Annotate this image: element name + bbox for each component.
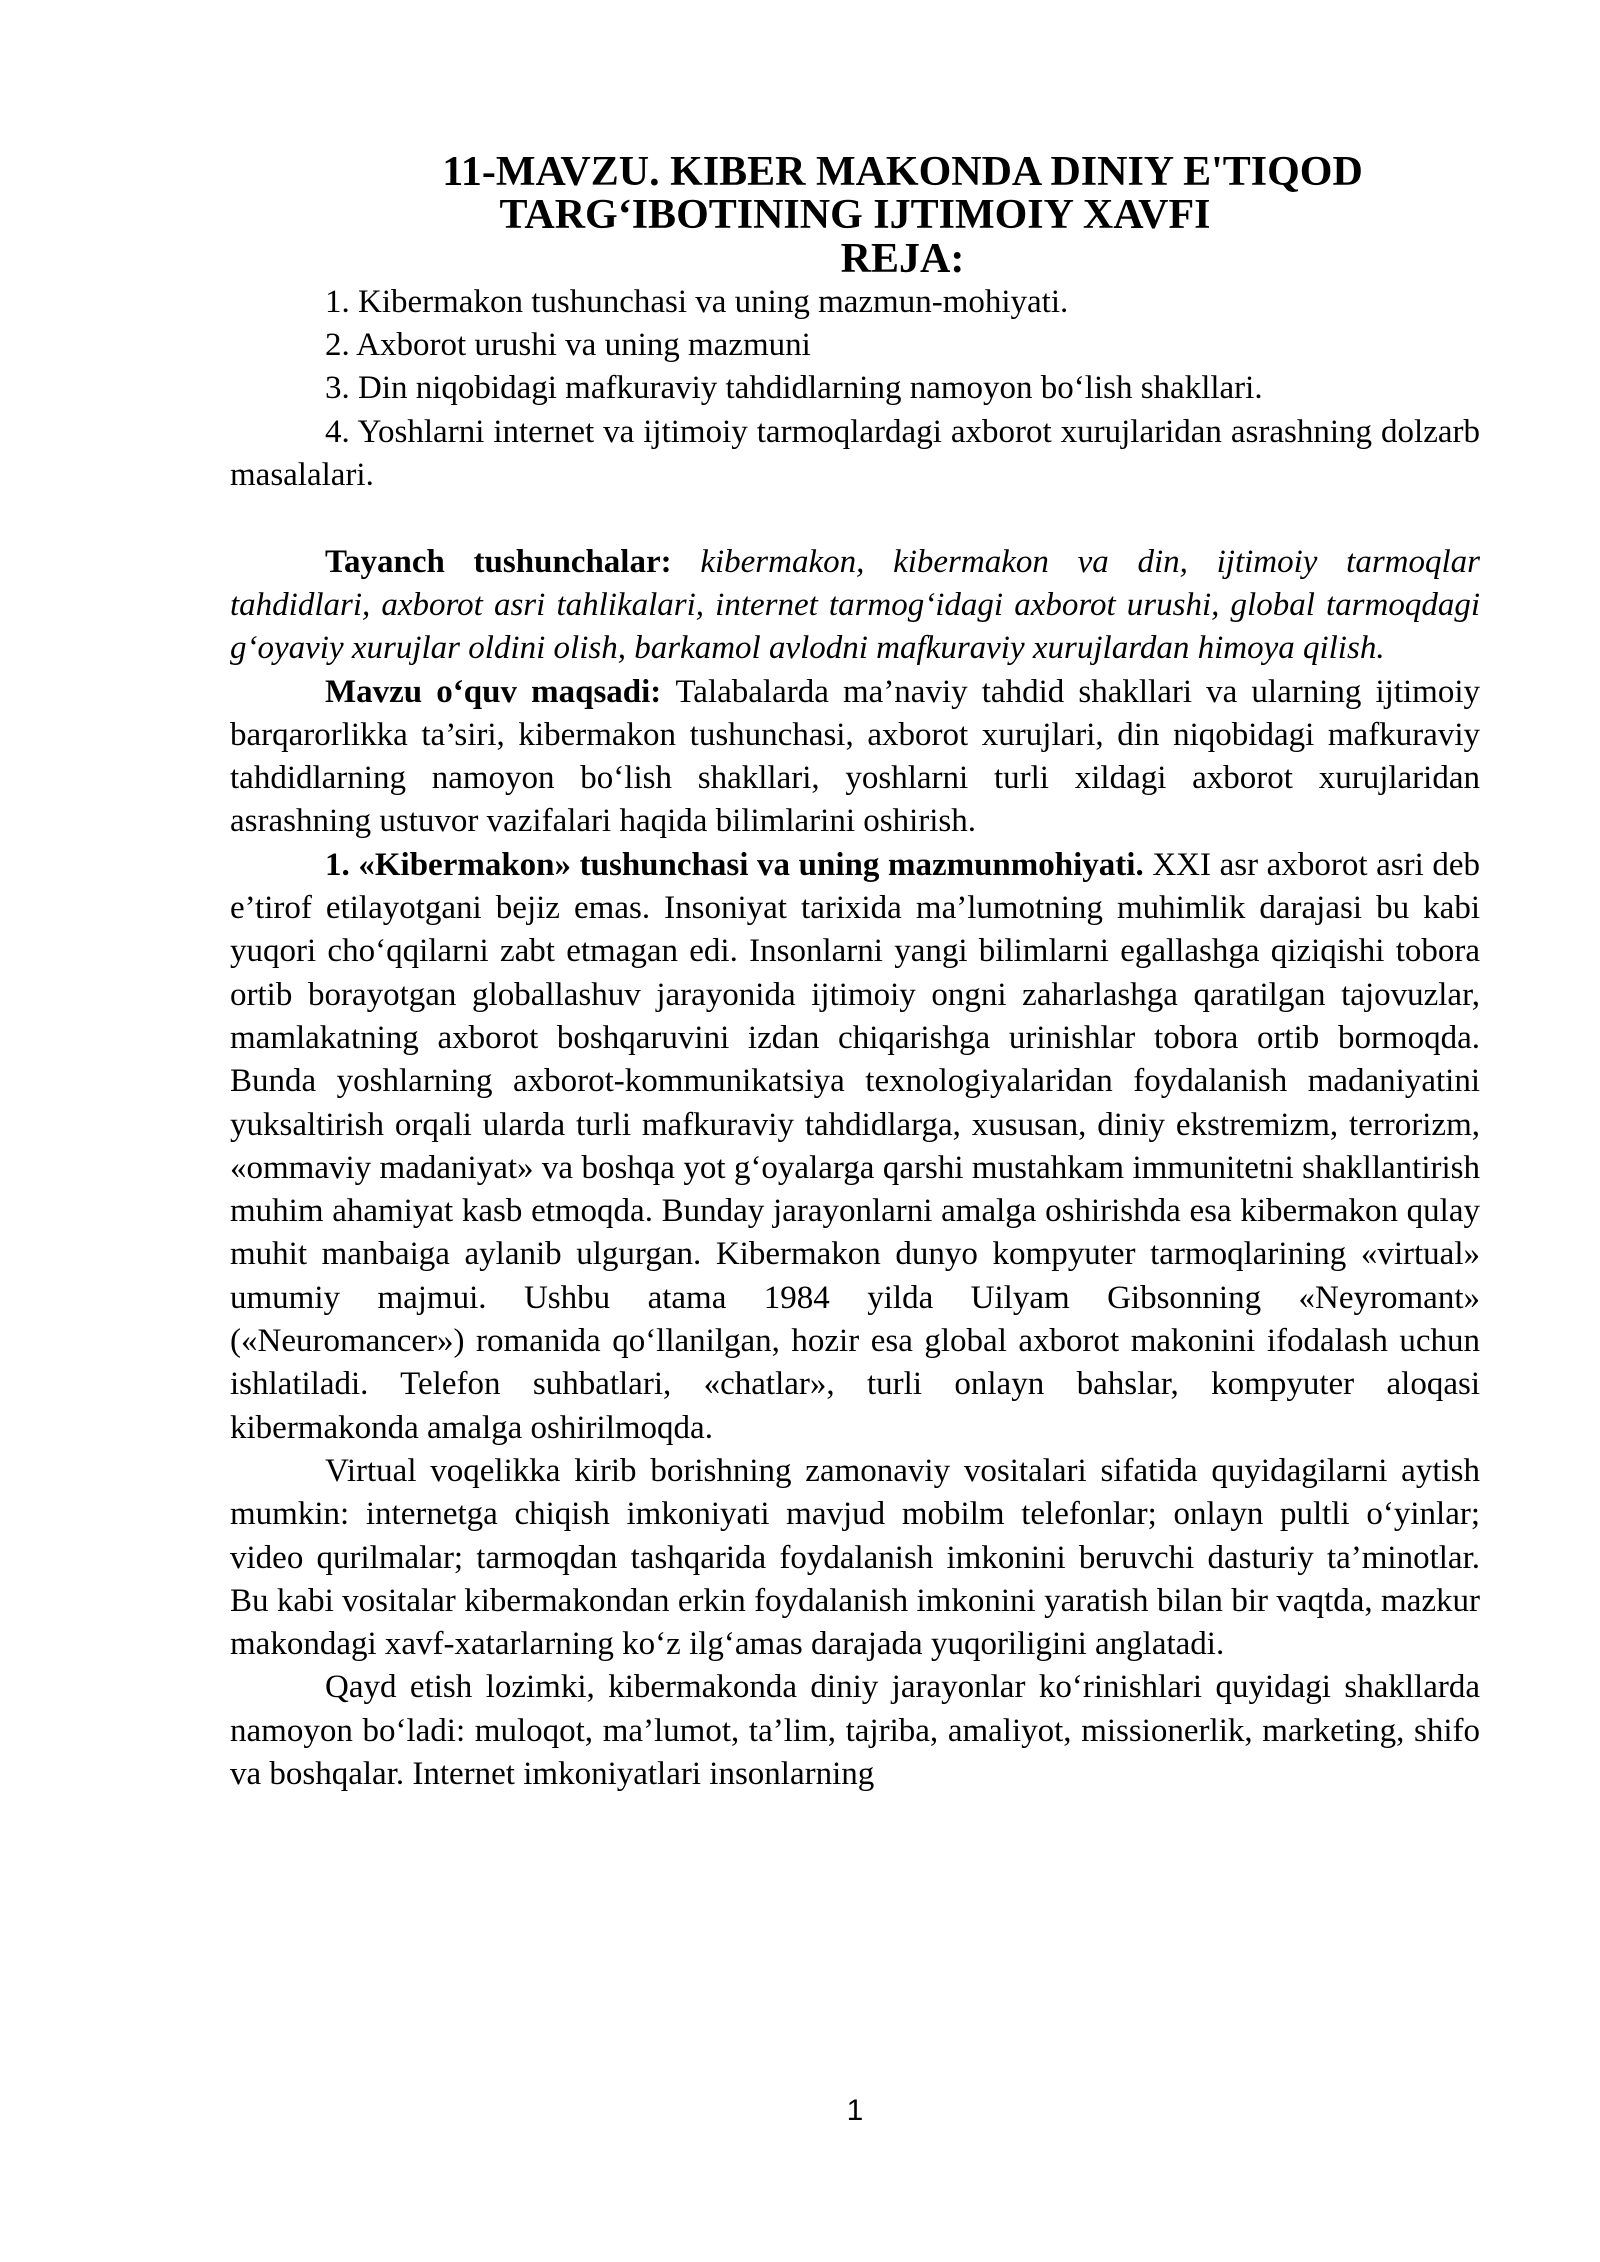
plan-item-1: 1. Kibermakon tushunchasi va uning mazmun-mohiyati. [325,283,1069,320]
paragraph-religious-processes: Qayd etish lozimki, kibermakonda diniy jarayonlar ko‘rinishlari quyidagi shakllarda namoyon bo‘ladi: muloqot, ma’lumot, ta’lim, tajriba, amaliyot, missionerlik, marketing, shifo va boshqalar. Internet imkoniyatlari insonlarning [230,1669,1480,1792]
plan-item-3: 3. Din niqobidagi mafkuraviy tahdidlarning namoyon bo‘lish shakllari. [325,370,1263,407]
learning-objective-text: Talabalarda ma’naviy tahdid shakllari va ularning ijtimoiy barqarorlikka ta’siri, kibermakon tushunchasi, axborot xurujlari, din niqobidagi mafkuraviy tahdidlarning namoyon bo‘lish shakllari, yoshlarni turli xildagi axborot xurujlaridan asrashning ustuvor vazifalari haqida bilimlarini oshirish. [230,673,1481,840]
cyberspace-section-heading: 1. «Kibermakon» tushunchasi va uning mazmunmohiyati. [325,846,1144,883]
page-number: 1 [846,2094,864,2127]
paragraph-learning-objective [230,671,1480,844]
key-concepts-text: kibermakon, kibermakon va din, ijtimoiy tarmoqlar tahdidlari, axborot asri tahlikalari, internet tarmog‘idagi axborot urushi, global tarmoqdagi g‘oyaviy xurujlar oldini olish, barkamol avlodni mafkuraviy xurujlardan himoya qilish. [230,543,1481,667]
learning-objective-label: Mavzu o‘quv maqsadi: [325,673,662,710]
document-title [230,151,1480,281]
paragraph-key-concepts [230,541,1480,671]
paragraph-virtual-reality: Virtual voqelikka kirib borishning zamonaviy vositalari sifatida quyidagilarni aytish mumkin: internetga chiqish imkoniyati mavjud mobilm telefonlar; onlayn pultli o‘yinlar; video qurilmalar; tarmoqdan tashqarida foydalanish imkonini beruvchi dasturiy ta’minotlar. Bu kabi vositalar kibermakondan erkin foydalanish imkonini yaratish bilan bir vaqtda, mazkur makondagi xavf-xatarlarning ko‘z ilg‘amas darajada yuqoriligini anglatadi. [230,1452,1480,1663]
title-line-1: 11-MAVZU. KIBER MAKONDA DINIY E'TIQOD [442,149,1363,195]
plan-item-2: 2. Axborot urushi va uning mazmuni [325,327,811,364]
document-content [230,151,1480,1796]
paragraph-cyberspace-concept [230,844,1480,1450]
blank-line [230,497,1480,540]
title-line-2: TARG‘IBOTINING IJTIMOIY XAVFI [499,192,1211,239]
plan-heading: REJA: [840,235,965,282]
key-concepts-label: Tayanch tushunchalar: [325,543,672,580]
cyberspace-section-text: XXI asr axborot asri deb e’tirof etilayotgani bejiz emas. Insoniyat tarixida ma’lumotning muhimlik darajasi bu kabi yuqori cho‘qqilarni zabt etmagan edi. Insonlarni yangi bilimlarni egallashga qiziqishi tobora ortib borayotgan globallashuv jarayonida ijtimoiy ongni zaharlashga qaratilgan tajovuzlar, mamlakatning axborot boshqaruvini izdan chiqarishga urinishlar tobora ortib bormoqda. Bunda yoshlarning axborot-kommunikatsiya texnologiyalaridan foydalanish madaniyatini yuksaltirish orqali ularda turli mafkuraviy tahdidlarga, xususan, diniy ekstremizm, terrorizm, «ommaviy madaniyat» va boshqa yot g‘oyalarga qarshi mustahkam immunitetni shakllantirish muhim ahamiyat kasb etmoqda. Bunday jarayonlarni amalga oshirishda esa kibermakon qulay muhit manbaiga aylanib ulgurgan. Kibermakon dunyo kompyuter tarmoqlarining «virtual» umumiy majmui. Ushbu atama 1984 yilda Uilyam Gibsonning «Neyromant» («Neuromancer») romanida qo‘llanilgan, hozir esa global axborot makonini ifodalash uchun ishlatiladi. Telefon suhbatlari, «chatlar», turli onlayn bahslar, kompyuter aloqasi kibermakonda amalga oshirilmoqda. [230,846,1480,1446]
plan-item-4: 4. Yoshlarni internet va ijtimoiy tarmoqlardagi axborot xurujlaridan asrashning dolzarb masalalari. [230,413,1480,494]
